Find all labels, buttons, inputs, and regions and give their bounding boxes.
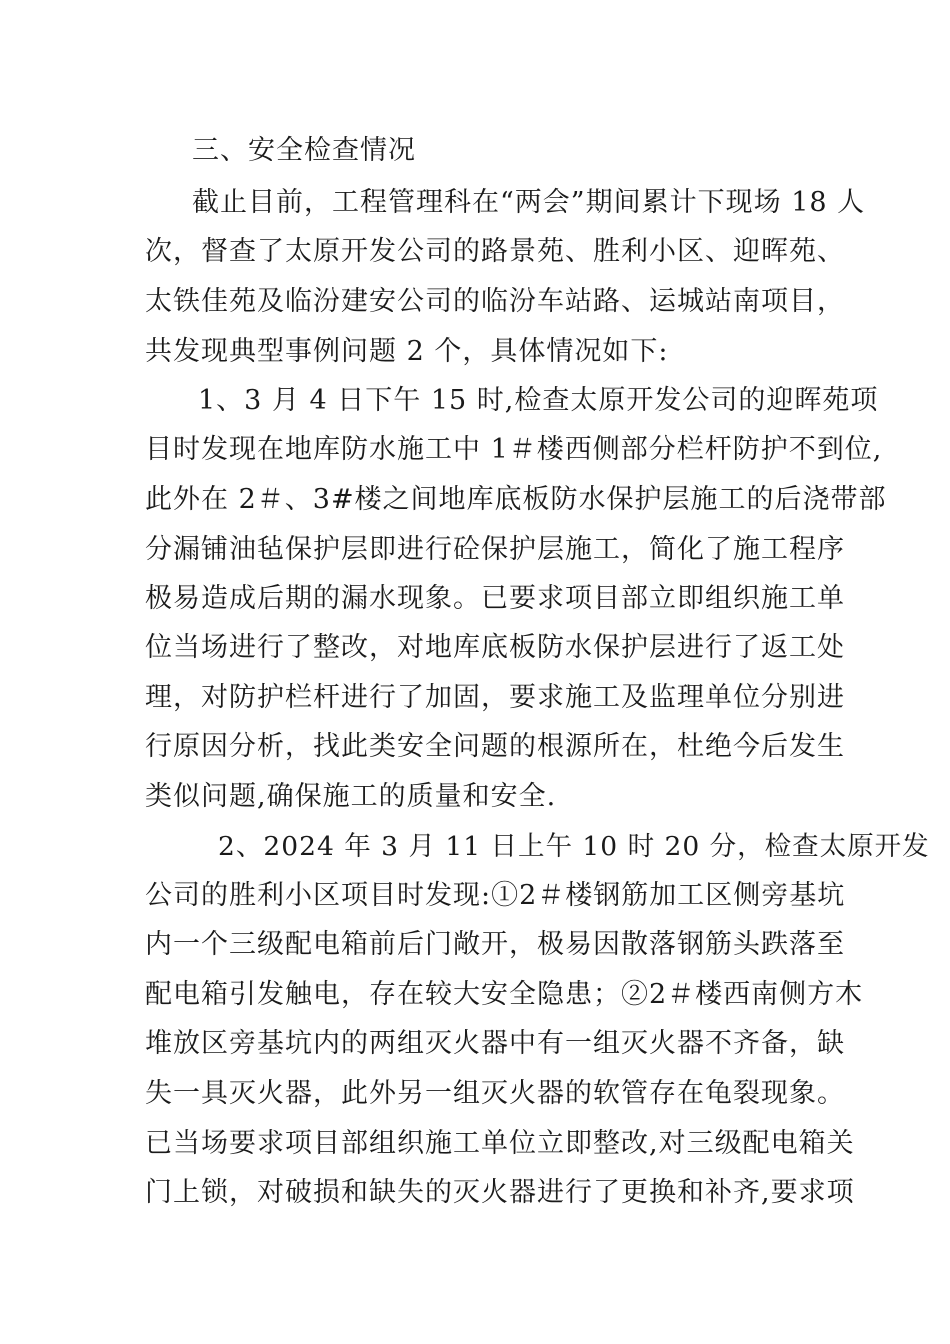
- paragraph-2-line-4: 分漏铺油毡保护层即进行砼保护层施工，简化了施工程序: [145, 534, 845, 565]
- paragraph-3-line-8: 门上锁，对破损和缺失的灭火器进行了更换和补齐,要求项: [145, 1177, 855, 1208]
- paragraph-1-line-3: 太铁佳苑及临汾建安公司的临汾车站路、运城站南项目，: [145, 286, 845, 317]
- paragraph-1-line-2: 次，督查了太原开发公司的路景苑、胜利小区、迎晖苑、: [145, 236, 845, 267]
- paragraph-2-line-5: 极易造成后期的漏水现象。已要求项目部立即组织施工单: [145, 583, 845, 614]
- paragraph-3-line-6: 失一具灭火器，此外另一组灭火器的软管存在龟裂现象。: [145, 1078, 845, 1109]
- paragraph-2-line-6: 位当场进行了整改，对地库底板防水保护层进行了返工处: [145, 632, 845, 663]
- paragraph-3-line-5: 堆放区旁基坑内的两组灭火器中有一组灭火器不齐备，缺: [145, 1028, 845, 1059]
- paragraph-2-line-8: 行原因分析，找此类安全问题的根源所在，杜绝今后发生: [145, 731, 845, 762]
- paragraph-2-line-9: 类似问题,确保施工的质量和安全.: [145, 781, 557, 812]
- paragraph-1-line-4: 共发现典型事例问题 2 个，具体情况如下:: [145, 336, 669, 367]
- paragraph-3-line-1: 2、2024 年 3 月 11 日上午 10 时 20 分，检查太原开发: [218, 831, 930, 862]
- paragraph-3-line-7: 已当场要求项目部组织施工单位立即整改,对三级配电箱关: [145, 1128, 855, 1159]
- section-heading: 三、安全检查情况: [192, 135, 416, 166]
- paragraph-3-line-2: 公司的胜利小区项目时发现:①2＃楼钢筋加工区侧旁基坑: [145, 880, 846, 911]
- paragraph-2-line-1: 1、3 月 4 日下午 15 时,检查太原开发公司的迎晖苑项: [198, 385, 879, 416]
- paragraph-3-line-4: 配电箱引发触电，存在较大安全隐患；②2＃楼西南侧方木: [145, 979, 864, 1010]
- paragraph-2-line-2: 目时发现在地库防水施工中 1＃楼西侧部分栏杆防护不到位,: [145, 434, 883, 465]
- paragraph-3-line-3: 内一个三级配电箱前后门敞开，极易因散落钢筋头跌落至: [145, 929, 845, 960]
- paragraph-1-line-1: 截止目前，工程管理科在“两会”期间累计下现场 18 人: [192, 187, 866, 218]
- paragraph-2-line-3: 此外在 2＃、3#楼之间地库底板防水保护层施工的后浇带部: [145, 484, 887, 515]
- paragraph-2-line-7: 理，对防护栏杆进行了加固，要求施工及监理单位分别进: [145, 682, 845, 713]
